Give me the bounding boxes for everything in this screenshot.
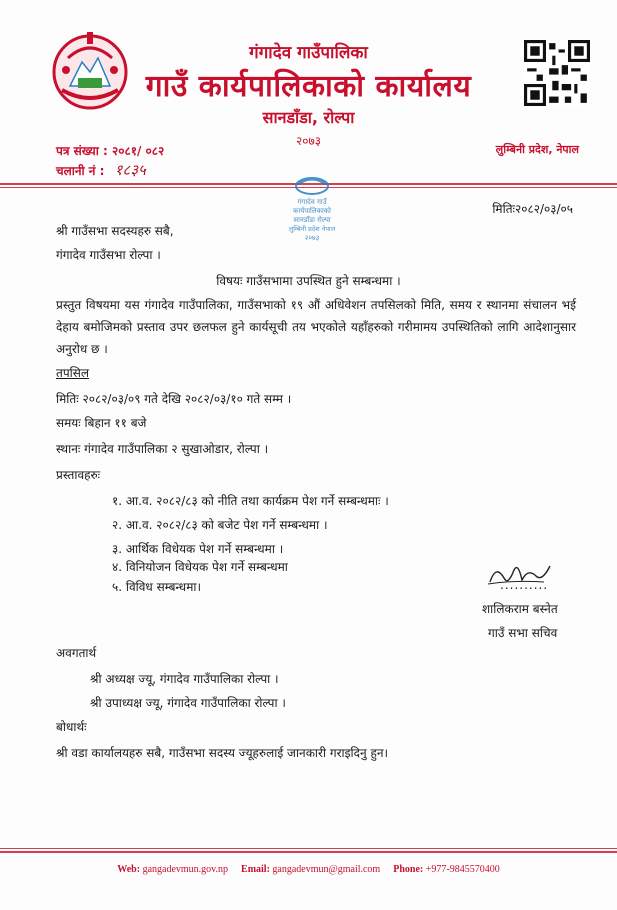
chalani-value: १८३५	[114, 161, 146, 179]
info-text: श्री वडा कार्यालयहरु सबै, गाउँसभा सदस्य ज्यूहरुलाई जानकारी गराइदिनु हुन।	[56, 746, 389, 760]
signatory-title: गाउँ सभा सचिव	[488, 626, 558, 640]
office-stamp	[272, 170, 352, 250]
chalani-number	[56, 160, 146, 180]
info-heading: बोधार्थः	[56, 720, 87, 734]
patra-label: पत्र संख्या :	[56, 144, 112, 158]
proposal-item: ५. विविध सम्बन्धमा।	[112, 580, 202, 594]
phone-label: Phone:	[393, 864, 424, 875]
meeting-place: स्थानः गंगादेव गाउँपालिका २ सुखाओडार, रोल्पा ।	[56, 442, 269, 456]
addressee-line-1: श्री गाउँसभा सदस्यहरु सबै,	[56, 224, 174, 238]
details-heading: तपसिल	[56, 366, 90, 380]
email-label: Email:	[241, 864, 270, 875]
web-link[interactable]: gangadevmun.gov.np	[142, 864, 229, 875]
signatory-name: शालिकराम बस्नेत	[482, 602, 558, 616]
footer-divider	[0, 851, 617, 853]
patra-value: २०८१/ ०८२	[111, 144, 165, 158]
letter-subject: विषयः गाउँसभामा उपस्थित हुने सम्बन्धमा ।	[216, 274, 401, 288]
proposal-item: ४. विनियोजन विधेयक पेश गर्ने सम्बन्धमा	[112, 560, 288, 574]
province-name: लुम्बिनी प्रदेश, नेपाल	[495, 143, 579, 156]
stamp-line-3: सानडाँडा रोल्पा	[293, 216, 331, 224]
web-label: Web:	[117, 864, 141, 875]
letter-date: मितिः२०८२/०३/०५	[492, 202, 573, 216]
stamp-line-4: लुम्बिनी प्रदेश नेपाल	[288, 225, 336, 233]
phone-number: +977-9845570400	[425, 864, 500, 875]
letter-body: प्रस्तुत विषयमा यस गंगादेव गाउँपालिका, गाउँसभाको १९ औं अधिवेशन तपसिलको मिति, समय र स्थानमा संचालन भई देहाय बमोजिमको प्रस्ताव उपर छलफल हुने कार्यसूची तय भएकोले यहाँहरुको गरीमामय उपस्थितिको लागि आदेशानुसार अनुरोध छ ।	[56, 298, 576, 356]
meeting-date: मितिः २०८२/०३/०९ गते देखि २०८२/०३/१० गते सम्म ।	[56, 392, 292, 406]
footer-divider-thin	[0, 848, 617, 849]
office-location: सानडाँडा, रोल्पा	[262, 108, 355, 127]
proposals-heading: प्रस्तावहरुः	[56, 468, 101, 482]
municipality-name: गंगादेव गाउँपालिका	[249, 43, 368, 63]
office-title: गाउँ कार्यपालिकाको कार्यालय	[145, 69, 472, 104]
chalani-label: चलानी नं :	[56, 164, 109, 178]
proposal-item: १. आ.व. २०८२/८३ को नीति तथा कार्यक्रम पेश गर्ने सम्बन्धमाः ।	[112, 494, 389, 508]
addressee-line-2: गंगादेव गाउँसभा रोल्पा ।	[56, 248, 161, 262]
stamp-line-1: गंगादेव गाउँ	[297, 198, 327, 206]
contact-footer	[0, 864, 617, 875]
signature-dots: ..........	[500, 578, 549, 592]
established-year: २०७३	[296, 134, 321, 148]
patra-sankhya	[56, 142, 164, 159]
stamp-line-2: कार्यपालिकाको	[293, 207, 331, 215]
stamp-line-5: २०७३	[304, 234, 320, 242]
proposal-item: ३. आर्थिक विधेयक पेश गर्ने सम्बन्धमा ।	[112, 542, 284, 556]
meeting-time: समयः बिहान ११ बजे	[56, 416, 147, 430]
email-link[interactable]: gangadevmun@gmail.com	[272, 864, 381, 875]
cc-heading: अवगतार्थ	[56, 646, 97, 660]
proposal-item: २. आ.व. २०८२/८३ को बजेट पेश गर्ने सम्बन्धमा ।	[112, 518, 328, 532]
cc-recipient: श्री अध्यक्ष ज्यू, गंगादेव गाउँपालिका रोल्पा ।	[90, 672, 279, 686]
cc-recipient: श्री उपाध्यक्ष ज्यू, गंगादेव गाउँपालिका रोल्पा ।	[90, 696, 286, 710]
